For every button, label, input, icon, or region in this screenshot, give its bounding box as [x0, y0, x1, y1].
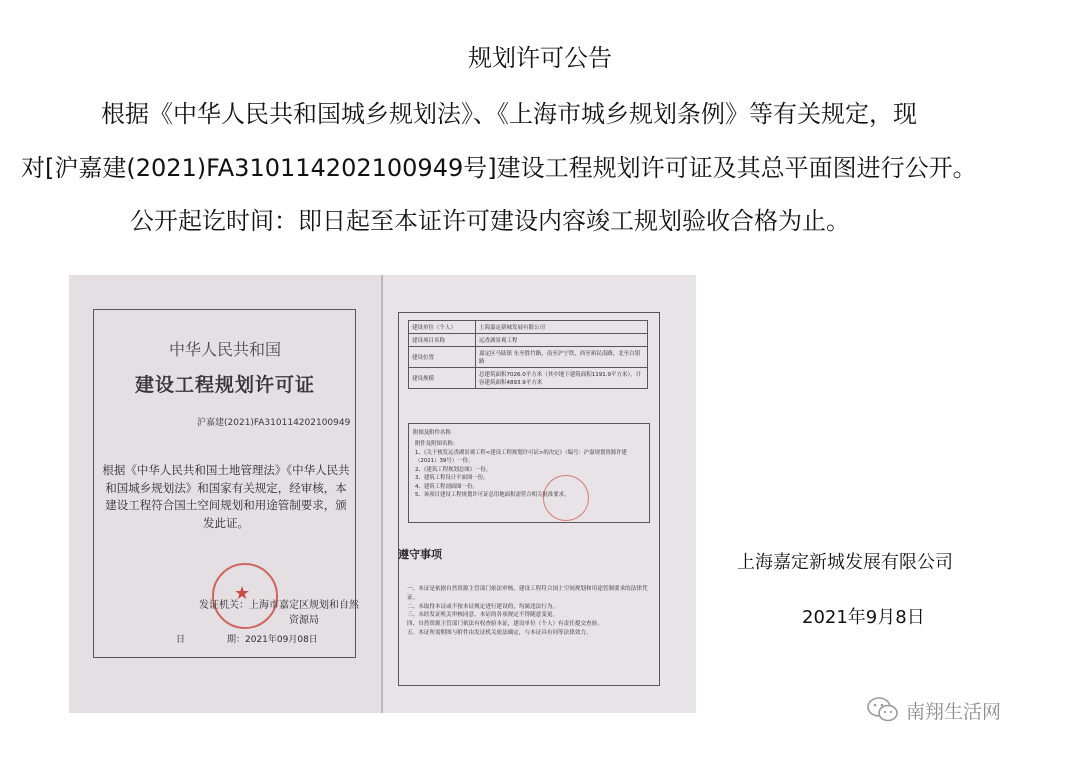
- certificate-country: 中华人民共和国: [168, 340, 281, 359]
- list-item: 附件及附图名称：: [415, 441, 459, 447]
- list-item: 2、《建筑工程规划总图》一份。: [415, 466, 492, 473]
- seal-star-icon: ★: [234, 583, 251, 604]
- watermark-text: 南翔生活网: [906, 700, 1002, 723]
- table-cell-value: 上海嘉定新城发展有限公司: [476, 321, 648, 334]
- list-item: 4、建筑工程剖面图一份。: [415, 483, 478, 490]
- certificate-body: 根据《中华人民共和国土地管理法》《中华人民共和国城乡规划法》和国家有关规定，经审核，本建设工程符合国土空间规划和用途管制要求，颁发此证。: [102, 463, 350, 530]
- certificate-fold: [381, 275, 383, 713]
- attachments-list: [415, 440, 645, 500]
- wechat-icon: [866, 696, 900, 724]
- table-cell-value: 远香湖景观工程: [476, 334, 648, 347]
- certificate-issuer-2: 资源局: [289, 615, 319, 626]
- table-cell-label: 建设规模: [409, 368, 476, 389]
- announcement-paragraph-2: 对[沪嘉建(2021)FA310114202100949号]建设工程规划许可证及其总平面图进行公开。: [21, 154, 977, 182]
- notice-list: [407, 585, 657, 638]
- table-row: [409, 334, 648, 347]
- official-seal-icon: [543, 475, 589, 521]
- certificate-date: 期：2021年09月08日: [227, 635, 318, 645]
- table-cell-value: 嘉定区马陆镇 东至胜竹路，南至沪宁铁，西至裕民南路，北至白银路: [476, 347, 648, 368]
- signature-company: 上海嘉定新城发展有限公司: [737, 552, 953, 573]
- certificate-photo: [69, 275, 696, 713]
- attachments-title: 附图及附件名称: [413, 430, 451, 436]
- project-info-table: [408, 320, 648, 389]
- list-item: 3、建筑工程设计平面图一份。: [415, 475, 489, 481]
- list-item: 四、自然资源主管部门依法有权查验本证，建设单位（个人）有责任提交查验。: [407, 621, 603, 628]
- table-cell-value: 总建筑面积7026.0平方米（其中地下建筑面积1191.9平方米），计容建筑面积4893.9平方米: [476, 368, 648, 389]
- certificate-date-label: 日: [176, 635, 186, 645]
- table-cell-label: 建设项目名称: [409, 334, 476, 347]
- notice-title: 遵守事项: [398, 548, 442, 561]
- table-row: [409, 321, 648, 334]
- list-item: 1、《关于核发远香湖景观工程<建设工程规划许可证>的决定》（编号：沪嘉规划资源许建（2021）39号）一份。: [415, 449, 627, 464]
- table-cell-label: 建设单位（个人）: [409, 321, 476, 334]
- signature-date: 2021年9月8日: [802, 607, 925, 628]
- list-item: 二、未取得本证或不按本证规定进行建设的，均属违法行为。: [407, 603, 559, 610]
- certificate-title: 建设工程规划许可证: [134, 374, 315, 396]
- certificate-issuer: 发证机关：上海市嘉定区规划和自然: [199, 600, 359, 611]
- list-item: 三、未经发证机关审核同意，本证的各项规定不得随意变更。: [407, 612, 559, 619]
- table-row: [409, 368, 648, 389]
- attachments-box: [408, 423, 650, 523]
- announcement-title: 规划许可公告: [468, 44, 612, 72]
- list-item: 一、本证是依据自然资源主管部门依法审核，建设工程符合国土空间规划和用途管制要求的法律凭证。: [407, 586, 648, 601]
- watermark: [866, 696, 1001, 724]
- table-cell-label: 建设位置: [409, 347, 476, 368]
- table-row: [409, 347, 648, 368]
- list-item: 5、该项目建设工程规划许可证总用地面积需符合相关批准要求。: [415, 492, 570, 498]
- list-item: 五、本证所需附图与附件由发证机关依法确定，与本证具有同等法律效力。: [407, 629, 592, 636]
- announcement-paragraph-1: 根据《中华人民共和国城乡规划法》、《上海市城乡规划条例》等有关规定，现: [101, 100, 917, 128]
- certificate-number: 沪嘉建(2021)FA310114202100949: [197, 418, 351, 428]
- announcement-paragraph-3: 公开起讫时间：即日起至本证许可建设内容竣工规划验收合格为止。: [130, 207, 850, 235]
